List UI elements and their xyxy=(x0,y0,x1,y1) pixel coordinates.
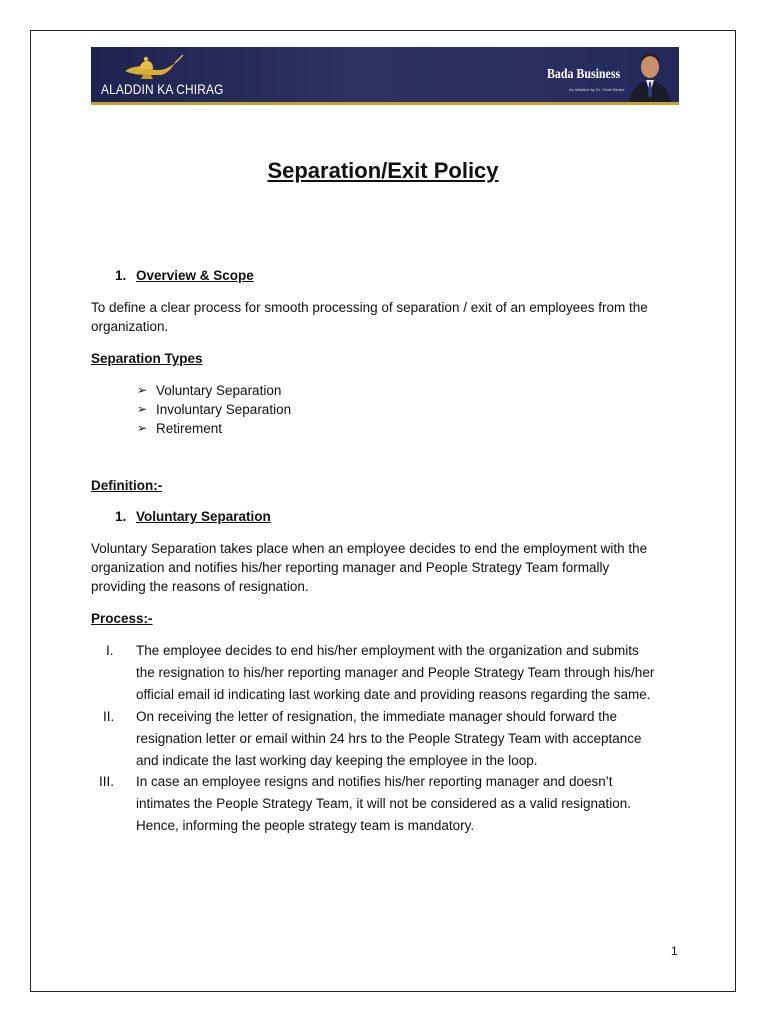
process-heading: Process:- xyxy=(91,611,153,626)
arrow-bullet-icon: ➢ xyxy=(137,402,148,416)
arrow-bullet-icon: ➢ xyxy=(137,421,148,435)
aladdin-brand-name: ALADDIN KA CHIRAG xyxy=(101,81,224,97)
definition-heading: Definition:- xyxy=(91,478,163,493)
definition-text-line: providing the reasons of resignation. xyxy=(91,579,309,594)
process-step-line: and indicate the last working day keeping the employee in the loop. xyxy=(136,753,538,768)
process-step-numeral: I. xyxy=(106,643,114,658)
process-step-line: On receiving the letter of resignation, the immediate manager should forward the xyxy=(136,709,618,724)
separation-types-heading: Separation Types xyxy=(91,351,203,366)
arrow-bullet-icon: ➢ xyxy=(137,383,148,397)
banner-gold-stripe xyxy=(91,102,679,105)
document-page xyxy=(30,30,736,992)
speaker-photo-icon xyxy=(625,49,675,105)
separation-type-item: Voluntary Separation xyxy=(156,383,282,398)
definition-text-line: organization and notifies his/her reporting manager and People Strategy Team formally xyxy=(91,560,610,575)
bada-business-logo: Bada Business xyxy=(547,67,621,82)
section-heading-overview: Overview & Scope xyxy=(136,268,254,283)
separation-type-item: Involuntary Separation xyxy=(156,402,292,417)
process-step-line: In case an employee resigns and notifies his/her reporting manager and doesn’t xyxy=(136,774,613,789)
process-step-line: intimates the People Strategy Team, it will not be considered as a valid resignation. xyxy=(136,796,632,811)
header-banner xyxy=(91,47,679,105)
overview-text-line: To define a clear process for smooth processing of separation / exit of an employees from the xyxy=(91,300,648,315)
separation-type-item: Retirement xyxy=(156,421,223,436)
page-number: 1 xyxy=(671,944,678,958)
process-step-line: official email id indicating last working date and providing reasons regarding the same. xyxy=(136,687,651,702)
process-step-line: resignation letter or email within 24 hrs to the People Strategy Team with acceptance xyxy=(136,731,642,746)
process-step-line: the resignation to his/her reporting manager and People Strategy Team through his/her xyxy=(136,665,655,680)
bada-business-tagline: An initiative by Dr. Vivek Bindra xyxy=(569,87,625,92)
definition-number: 1. xyxy=(115,509,127,524)
lamp-logo-icon xyxy=(117,51,187,81)
section-number: 1. xyxy=(115,268,127,283)
definition-text-line: Voluntary Separation takes place when an employee decides to end the employment with the xyxy=(91,541,648,556)
process-step-line: Hence, informing the people strategy team is mandatory. xyxy=(136,818,475,833)
process-step-numeral: II. xyxy=(103,709,115,724)
process-step-line: The employee decides to end his/her employment with the organization and submits xyxy=(136,643,639,658)
overview-text-line: organization. xyxy=(91,319,169,334)
page-title: Separation/Exit Policy xyxy=(267,158,499,183)
process-step-numeral: III. xyxy=(99,774,115,789)
voluntary-separation-heading: Voluntary Separation xyxy=(136,509,271,524)
